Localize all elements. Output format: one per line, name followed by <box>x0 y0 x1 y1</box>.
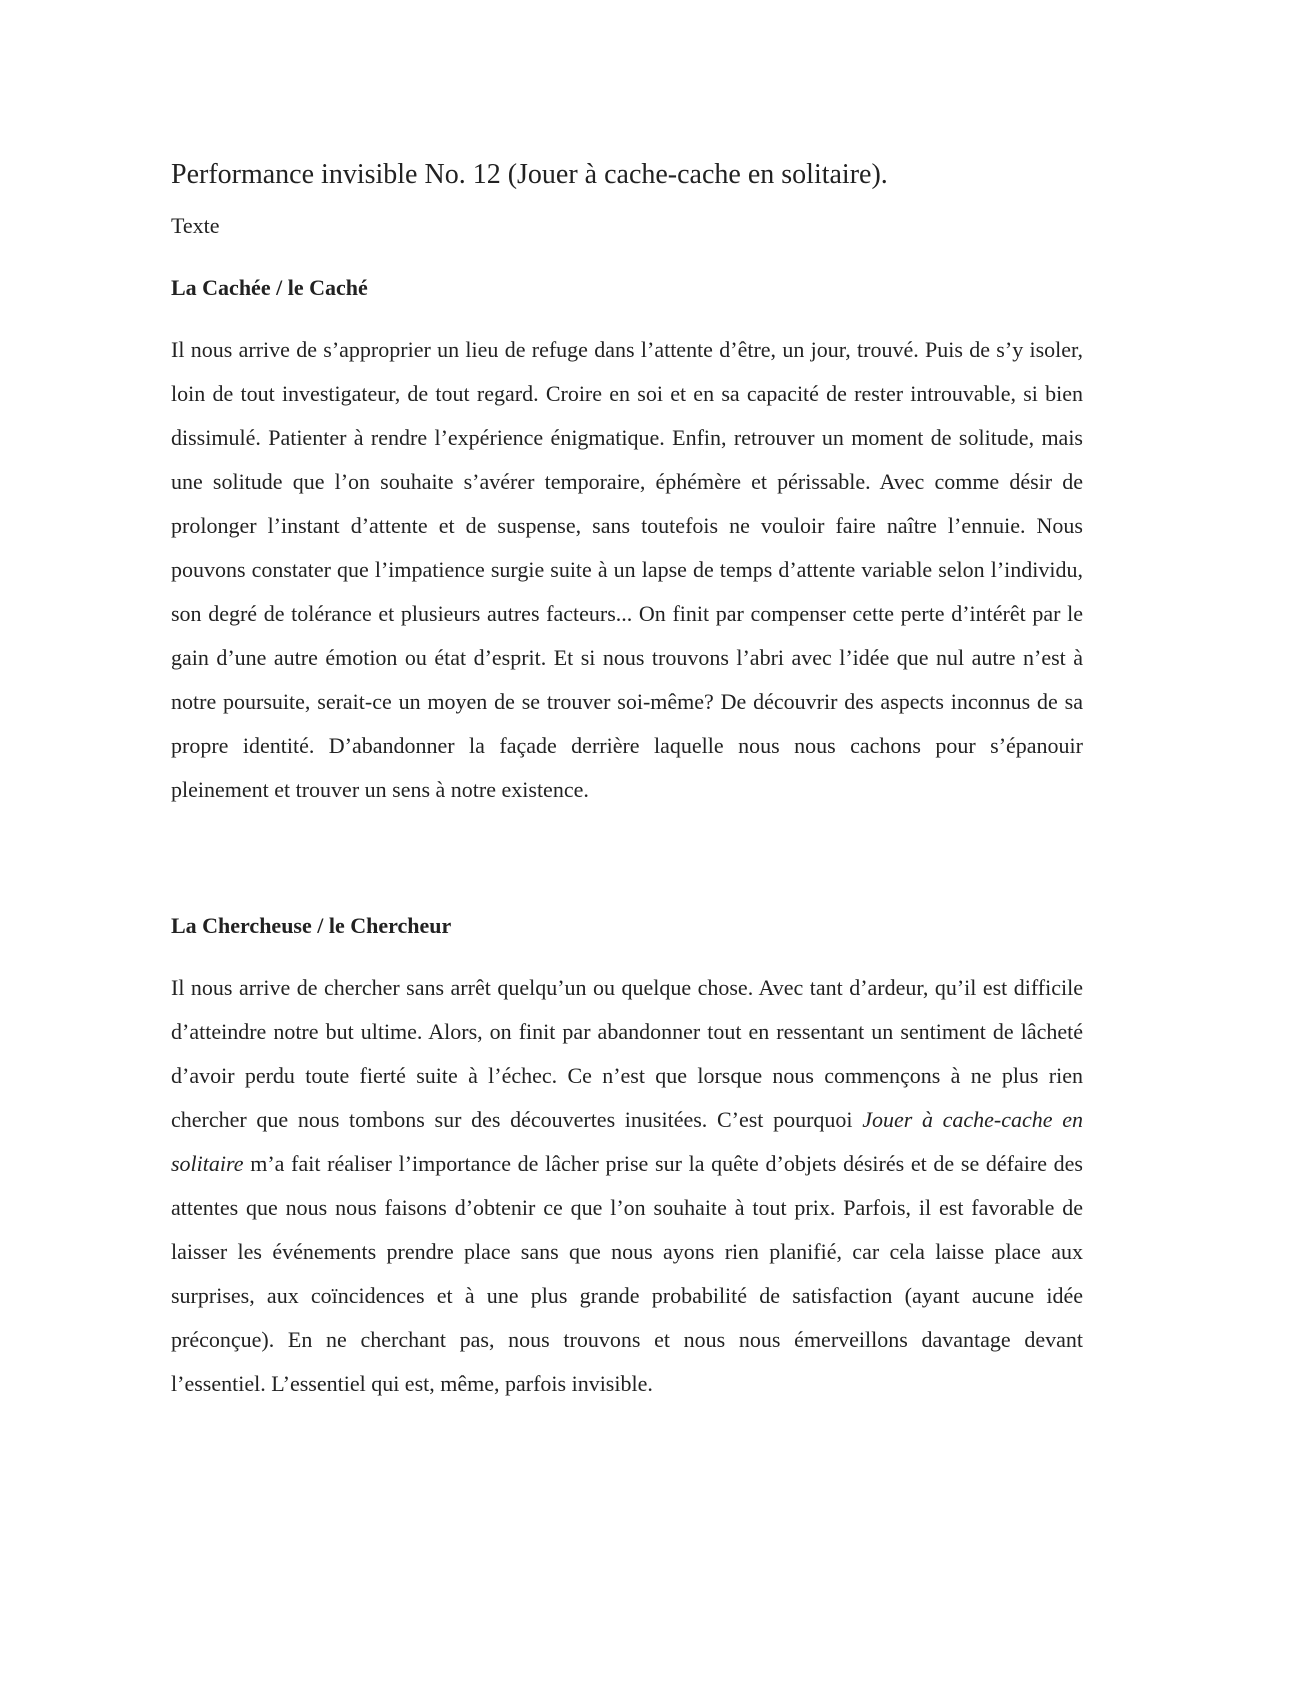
section-heading-chercheuse: La Chercheuse / le Chercheur <box>171 913 452 938</box>
paragraph-text-after: m’a fait réaliser l’importance de lâcher prise sur la quête d’objets désirés et de se défaire des attentes que nous nous faisons d’obtenir ce que l’on souhaite à tout prix. Parfois, il est favorable de laisser les événements prendre place sans que nous ayons rien planifié, car cela laisse place aux surprises, aux coïncidences et à une plus grande probabilité de satisfaction (ayant aucune idée préconçue). En ne cherchant pas, nous trouvons et nous nous émerveillons davantage devant l’essentiel. L’essentiel qui est, même, parfois invisible. <box>171 1151 1083 1396</box>
document-subtitle: Texte <box>171 213 220 238</box>
document-title: Performance invisible No. 12 (Jouer à cache-cache en solitaire). <box>171 159 888 190</box>
paragraph-italic-title: Jouer à cache-cache en solitaire <box>171 1107 1083 1176</box>
section-heading-cachee: La Cachée / le Caché <box>171 275 368 300</box>
section-paragraph-chercheuse <box>171 966 1083 1406</box>
document-page <box>171 158 1083 1406</box>
section-paragraph-cachee: Il nous arrive de s’approprier un lieu de refuge dans l’attente d’être, un jour, trouvé. Puis de s’y isoler, loin de tout investigateur, de tout regard. Croire en soi et en sa capacité de rester introuvable, si bien dissimulé. Patienter à rendre l’expérience énigmatique. Enfin, retrouver un moment de solitude, mais une solitude que l’on souhaite s’avérer temporaire, éphémère et périssable. Avec comme désir de prolonger l’instant d’attente et de suspense, sans toutefois ne vouloir faire naître l’ennuie. Nous pouvons constater que l’impatience surgie suite à un lapse de temps d’attente variable selon l’individu, son degré de tolérance et plusieurs autres facteurs... On finit par compenser cette perte d’intérêt par le gain d’une autre émotion ou état d’esprit. Et si nous trouvons l’abri avec l’idée que nul autre n’est à notre poursuite, serait-ce un moyen de se trouver soi-même? De découvrir des aspects inconnus de sa propre identité. D’abandonner la façade derrière laquelle nous nous cachons pour s’épanouir pleinement et trouver un sens à notre existence. <box>171 337 1083 802</box>
paragraph-text-before: Il nous arrive de chercher sans arrêt quelqu’un ou quelque chose. Avec tant d’ardeur, qu’il est difficile d’atteindre notre but ultime. Alors, on finit par abandonner tout en ressentant un sentiment de lâcheté d’avoir perdu toute fierté suite à l’échec. Ce n’est que lorsque nous commençons à ne plus rien chercher que nous tombons sur des découvertes inusitées. C’est pourquoi <box>171 975 1083 1132</box>
